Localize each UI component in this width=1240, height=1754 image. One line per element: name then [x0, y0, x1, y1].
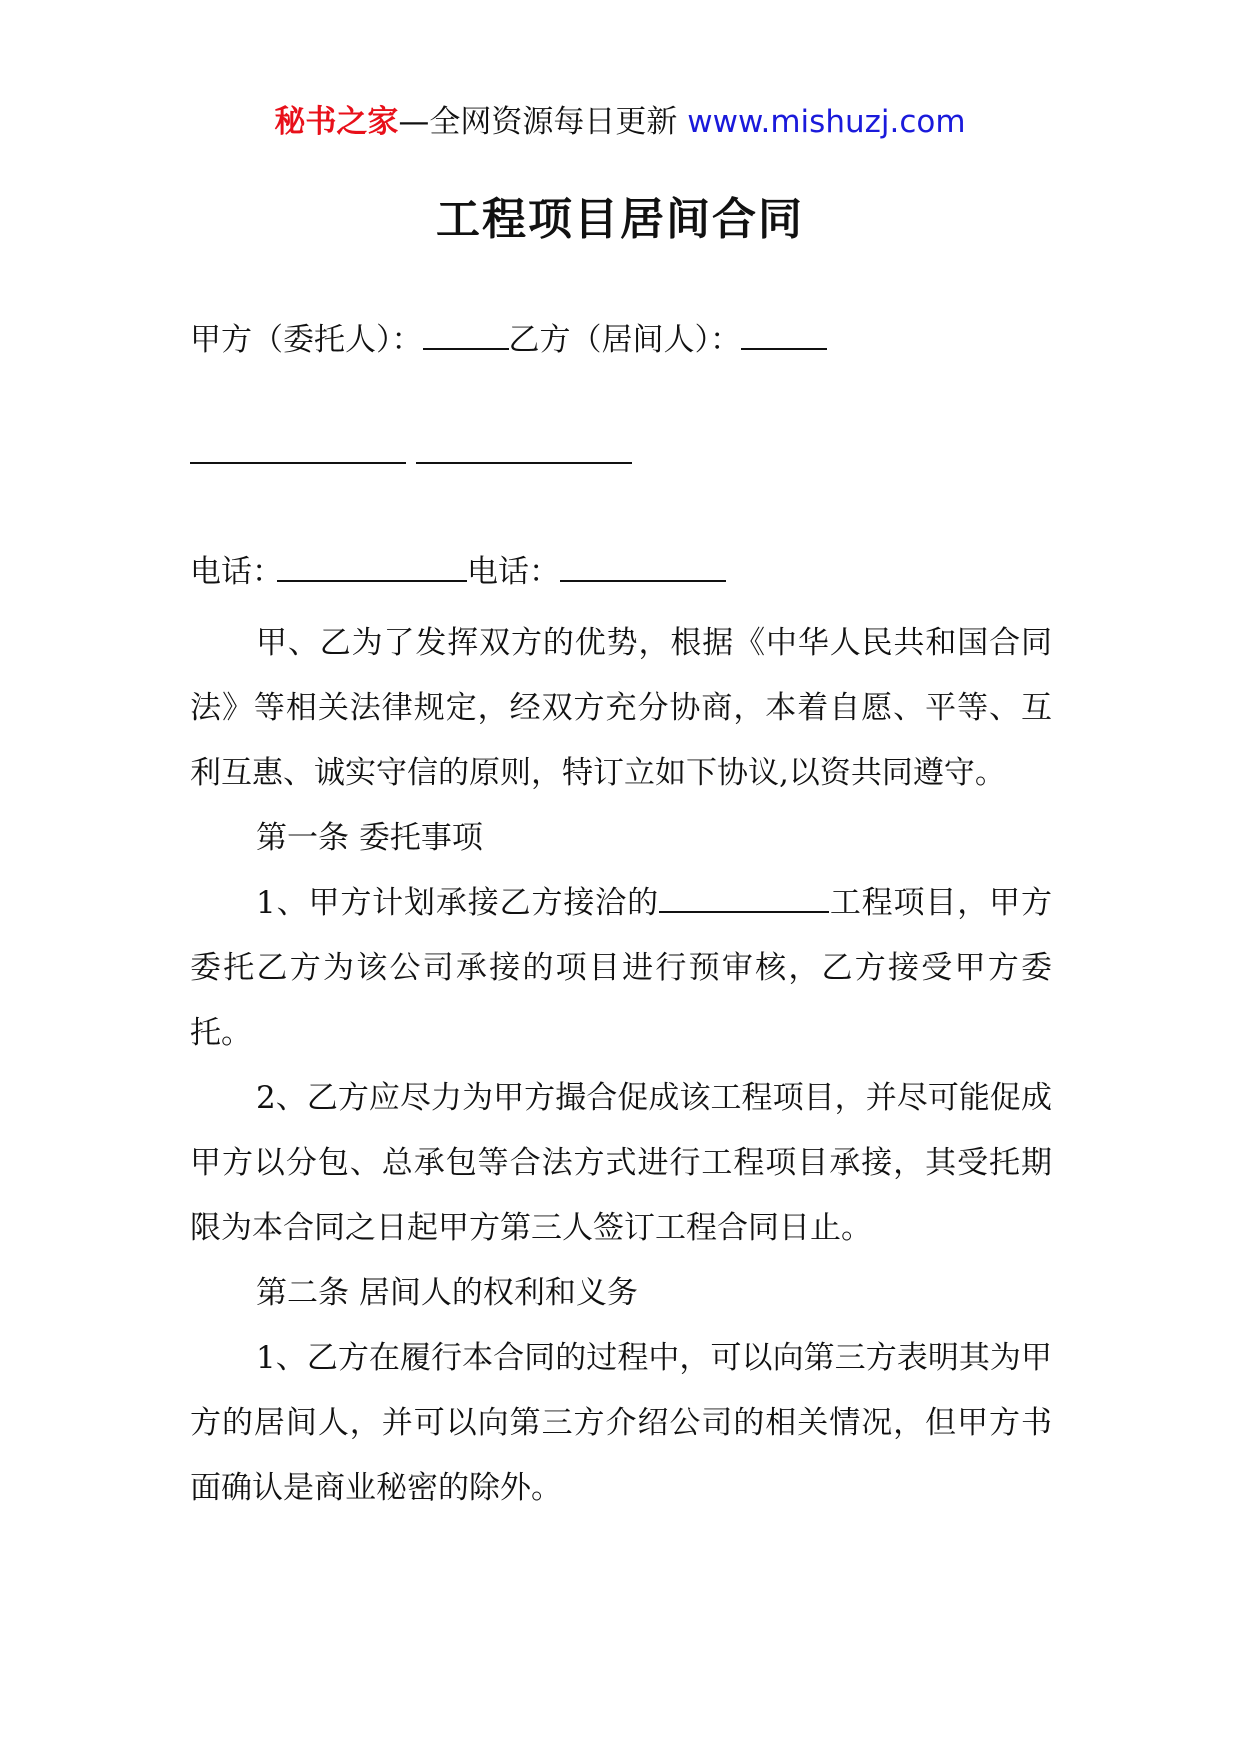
article-1-item-1-text-a: 1、甲方计划承接乙方接洽的: [256, 885, 659, 921]
article-1-heading: 第一条 委托事项: [256, 820, 483, 856]
phone-a-blank: [277, 550, 467, 582]
header-tagline: —全网资源每日更新: [398, 104, 678, 140]
phone-b-label: 电话：: [467, 554, 560, 590]
party-b-blank: [741, 318, 827, 350]
party-b-label: 乙方（居间人）：: [508, 322, 741, 358]
article-2-item-1: 1、乙方在履行本合同的过程中，可以向第三方表明其为甲方的居间人，并可以向第三方介绍公司的相关情况，但甲方书面确认是商业秘密的除外。: [190, 1340, 1052, 1506]
phone-b-blank: [560, 550, 726, 582]
project-name-blank: [659, 881, 829, 913]
site-url-link[interactable]: www.mishuzj.com: [687, 104, 966, 140]
phone-line: [190, 550, 726, 594]
article-1-item-2: 2、乙方应尽力为甲方撮合促成该工程项目，并尽可能促成甲方以分包、总承包等合法方式进行工程项目承接，其受托期限为本合同之日起甲方第三人签订工程合同日止。: [190, 1080, 1052, 1246]
parties-line: [190, 318, 827, 362]
article-1-item-1: [190, 871, 1052, 1066]
party-a-name-blank: [190, 462, 406, 464]
document-title: 工程项目居间合同: [436, 194, 804, 245]
phone-a-label: 电话：: [190, 554, 283, 590]
brand-name: 秘书之家: [274, 104, 399, 140]
article-1-item-1-text-b: 工程项目，甲方委托乙方为该公司承接的项目进行预审核，乙方接受甲方委托。: [190, 885, 1052, 1051]
party-a-blank: [423, 318, 509, 350]
contract-body: [190, 611, 1052, 1521]
intro-paragraph: 甲、乙为了发挥双方的优势，根据《中华人民共和国合同法》等相关法律规定，经双方充分协商，本着自愿、平等、互利互惠、诚实守信的原则，特订立如下协议,以资共同遵守。: [190, 625, 1052, 791]
party-b-name-blank: [416, 462, 632, 464]
article-2-heading: 第二条 居间人的权利和义务: [256, 1275, 638, 1311]
party-a-label: 甲方（委托人）：: [190, 322, 423, 358]
site-header: [0, 100, 1240, 144]
